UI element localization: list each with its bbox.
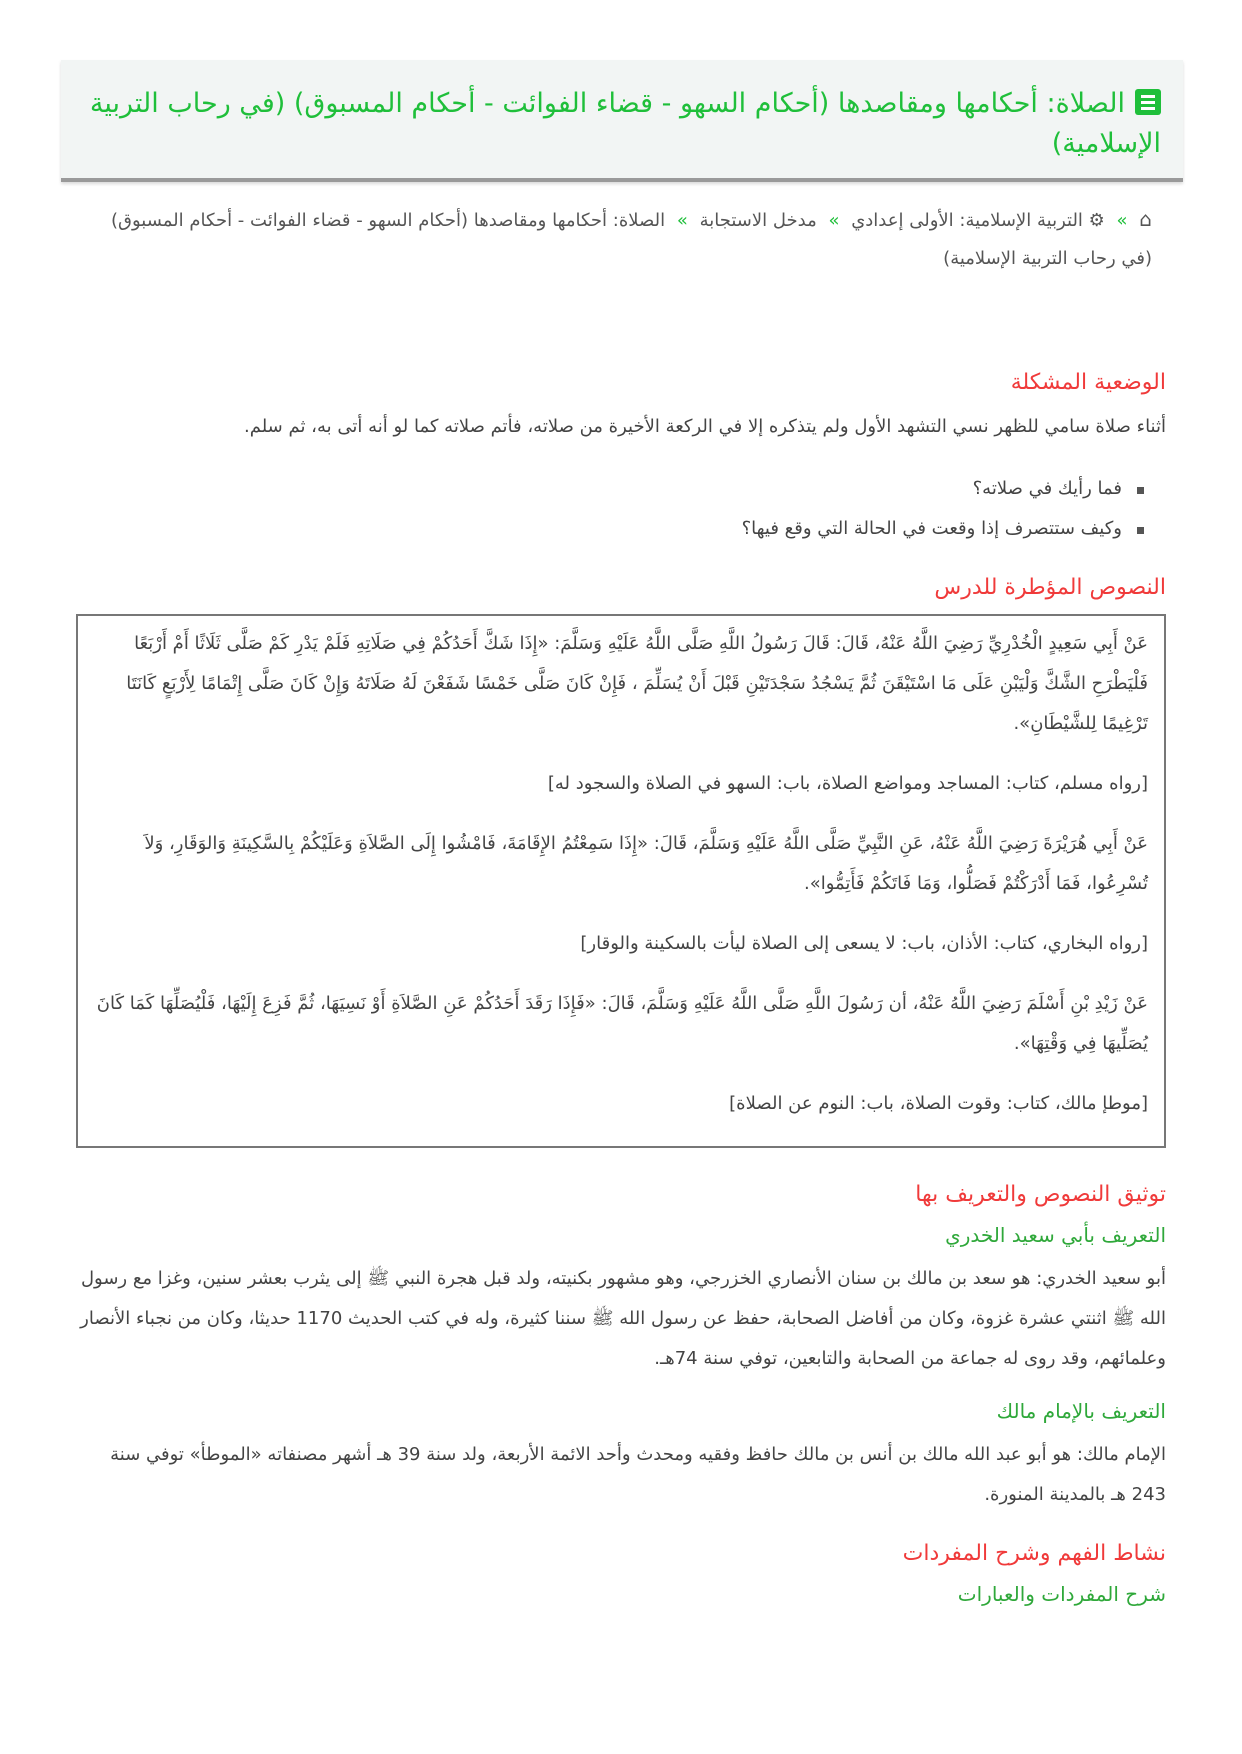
section-heading: نشاط الفهم وشرح المفردات bbox=[902, 1541, 1166, 1566]
hadith-text: عَنْ أَبِي هُرَيْرَةَ رَضِيَ اللَّهُ عَنْهُ، عَنِ النَّبِيِّ صَلَّى اللَّهُ عَلَيْهِ وَسَلَّمَ، قَالَ: «إِذَا سَمِعْتُمُ الإِقَامَةَ، فَامْشُوا إِلَى الصَّلاَةِ وَعَلَيْكُمْ بِالسَّكِينَةِ وَالوَقَارِ، وَلاَ تُسْرِعُوا، فَمَا أَدْرَكْتُمْ فَصَلُّوا، وَمَا فَاتَكُمْ فَأَتِمُّوا». bbox=[144, 833, 1148, 894]
section-heading: النصوص المؤطرة للدرس bbox=[934, 575, 1166, 600]
problem-text: أثناء صلاة سامي للظهر نسي التشهد الأول ولم يتذكره إلا في الركعة الأخيرة من صلاته، فأتم صلاته كما لو أنه أتى به، ثم سلم. bbox=[244, 416, 1166, 437]
breadcrumb-separator: » bbox=[828, 210, 840, 231]
hadith-text: عَنْ زَيْدِ بْنِ أَسْلَمَ رَضِيَ اللَّهُ عَنْهُ، أن رَسُولَ اللَّهِ صَلَّى اللَّهُ عَلَيْهِ وَسَلَّمَ، قَالَ: «فَإِذَا رَقَدَ أَحَدُكُمْ عَنِ الصَّلاَةِ أَوْ نَسِيَهَا، ثُمَّ فَزِعَ إِلَيْهَا، فَلْيُصَلِّهَا كَمَا كَانَ يُصَلِّيهَا فِي وَقْتِهَا». bbox=[96, 993, 1148, 1054]
breadcrumb-separator: » bbox=[676, 210, 688, 231]
home-icon[interactable]: ⌂ bbox=[1139, 207, 1152, 231]
page-header bbox=[61, 60, 1183, 182]
list-item: فما رأيك في صلاته؟ bbox=[76, 469, 1144, 509]
bio-text: الإمام مالك: هو أبو عبد الله مالك بن أنس بن مالك حافظ وفقيه ومحدث وأحد الائمة الأربعة، ولد سنة 39 هـ أشهر مصنفاته «الموطأ» توفي سنة 243 هـ بالمدينة المنورة. bbox=[110, 1444, 1166, 1505]
bio-text: أبو سعيد الخدري: هو سعد بن مالك بن سنان الأنصاري الخزرجي، وهو مشهور بكنيته، ولد قبل هجرة النبي ﷺ إلى يثرب بعشر سنين، وغزا مع رسول الله ﷺ اثنتي عشرة غزوة، وكان من أفاضل الصحابة، حفظ عن رسول الله ﷺ سننا كثيرة، وله في كتب الحديث 1170 حديثا، وكان من نجباء الأنصار وعلمائهم، وقد روى له جماعة من الصحابة والتابعين، توفي سنة 74هـ. bbox=[80, 1268, 1166, 1369]
texts-box bbox=[76, 614, 1166, 1148]
list-item: وكيف ستتصرف إذا وقعت في الحالة التي وقع فيها؟ bbox=[76, 509, 1144, 549]
hadith-source: [رواه مسلم، كتاب: المساجد ومواضع الصلاة، باب: السهو في الصلاة والسجود له] bbox=[547, 773, 1148, 794]
hadith-source: [موطإ مالك، كتاب: وقوت الصلاة، باب: النوم عن الصلاة] bbox=[729, 1093, 1148, 1114]
section-heading: الوضعية المشكلة bbox=[1010, 370, 1166, 395]
page-title: الصلاة: أحكامها ومقاصدها (أحكام السهو - قضاء الفوائت - أحكام المسبوق) (في رحاب التربية الإسلامية) bbox=[89, 88, 1161, 159]
section-heading: توثيق النصوص والتعريف بها bbox=[915, 1182, 1166, 1207]
breadcrumb-item[interactable]: مدخل الاستجابة bbox=[699, 210, 817, 231]
gear-icon: ⚙ bbox=[1088, 210, 1105, 231]
hadith-text: عَنْ أَبِي سَعِيدٍ الْخُدْرِيِّ رَضِيَ اللَّهُ عَنْهُ، قَالَ: قَالَ رَسُولُ اللَّهِ صَلَّى اللَّهُ عَلَيْهِ وَسَلَّمَ: «إِذَا شَكَّ أَحَدُكُمْ فِي صَلَاتِهِ فَلَمْ يَدْرِ كَمْ صَلَّى ثَلَاثًا أَمْ أَرْبَعًا فَلْيَطْرَحِ الشَّكَّ وَلْيَبْنِ عَلَى مَا اسْتَيْقَنَ ثُمَّ يَسْجُدُ سَجْدَتَيْنِ قَبْلَ أَنْ يُسَلِّمَ ، فَإِنْ كَانَ صَلَّى خَمْسًا شَفَعْنَ لَهُ صَلَاتَهُ وَإِنْ كَانَ صَلَّى إِتْمَامًا لِأَرْبَعٍ كَانَتَا تَرْغِيمًا لِلشَّيْطَانِ». bbox=[126, 633, 1148, 734]
hadith-source: [رواه البخاري، كتاب: الأذان، باب: لا يسعى إلى الصلاة ليأت بالسكينة والوقار] bbox=[580, 933, 1148, 954]
subsection-heading: التعريف بالإمام مالك bbox=[996, 1399, 1166, 1423]
subsection-heading: التعريف بأبي سعيد الخدري bbox=[945, 1223, 1166, 1247]
document-icon bbox=[1135, 89, 1161, 115]
article-content bbox=[76, 370, 1166, 1606]
breadcrumb-current: الصلاة: أحكامها ومقاصدها (أحكام السهو - قضاء الفوائت - أحكام المسبوق) (في رحاب التربية الإسلامية) bbox=[111, 210, 1152, 269]
breadcrumb-separator: » bbox=[1116, 210, 1128, 231]
subsection-heading: شرح المفردات والعبارات bbox=[957, 1582, 1166, 1606]
question-list bbox=[76, 469, 1166, 549]
breadcrumb bbox=[95, 200, 1152, 278]
breadcrumb-item[interactable]: التربية الإسلامية: الأولى إعدادي bbox=[851, 210, 1083, 231]
